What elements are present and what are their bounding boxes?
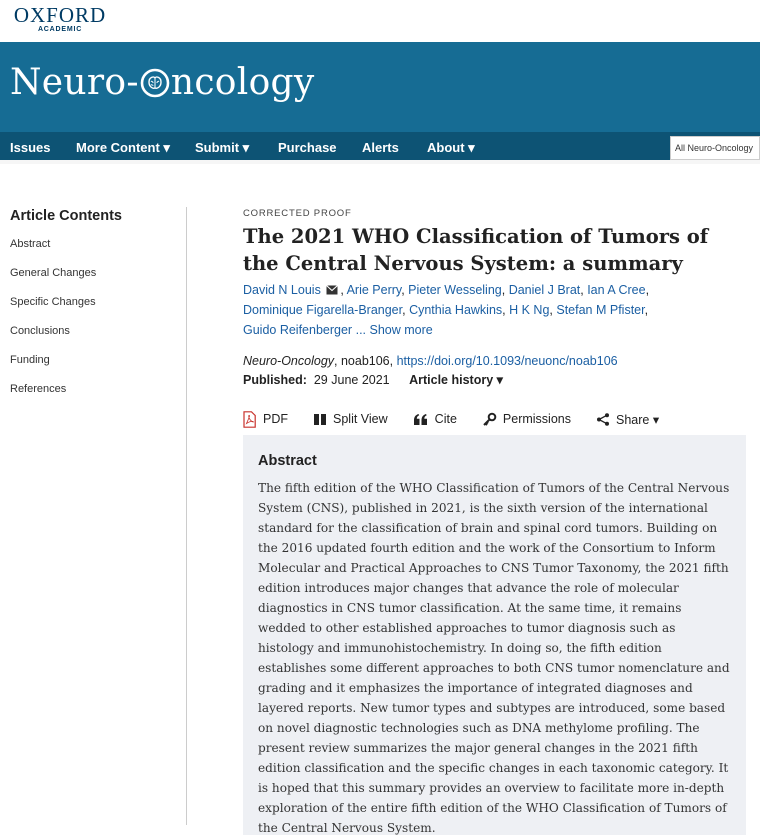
nav-more-content[interactable]: More Content ▾ [76, 140, 170, 155]
publisher-name: OXFORD [13, 3, 107, 27]
nav-alerts[interactable]: Alerts [362, 140, 399, 155]
published-label: Published: [243, 373, 307, 387]
author-link[interactable]: Dominique Figarella-Branger [243, 303, 403, 317]
author-link[interactable]: David N Louis [243, 283, 321, 297]
nav-issues[interactable]: Issues [10, 140, 51, 155]
citation-line [243, 352, 748, 371]
toc-item-references[interactable]: References [10, 383, 67, 395]
author-list: David N Louis , Arie Perry, Pieter Wesseling, Daniel J Brat, Ian A Cree, Dominique Figarella-Branger, Cynthia Hawkins, H K Ng, Stefan M Pfister, Guido Reifenberger ... Show more [243, 283, 650, 337]
article-contents [10, 208, 180, 412]
article-id: , noab106, [334, 354, 397, 368]
permissions-label: Permissions [502, 412, 571, 426]
oxford-academic-logo[interactable] [10, 3, 110, 33]
search-scope-select[interactable]: All Neuro-Oncology [670, 136, 760, 160]
cite-label: Cite [434, 412, 457, 426]
publisher-sub: ACADEMIC [37, 26, 83, 33]
doi-link[interactable]: https://doi.org/10.1093/neuonc/noab106 [396, 354, 618, 368]
pdf-button[interactable] [243, 411, 288, 428]
split-view-icon [314, 414, 326, 425]
author-link[interactable]: Arie Perry [346, 283, 402, 297]
author-link[interactable]: H K Ng [509, 303, 550, 317]
nav-about[interactable]: About ▾ [427, 140, 475, 155]
key-icon [483, 413, 496, 426]
article-title: The 2021 WHO Classification of Tumors of the Central Nervous System: a summary [243, 225, 709, 275]
toc-item-funding[interactable]: Funding [10, 354, 50, 366]
split-view-label: Split View [333, 412, 388, 426]
quote-icon [414, 414, 428, 425]
toc-item-specific-changes[interactable]: Specific Changes [10, 296, 96, 308]
brain-logo-icon [140, 68, 170, 98]
split-view-button[interactable] [314, 412, 388, 426]
show-more-authors-link[interactable]: ... Show more [355, 323, 433, 337]
share-label: Share ▾ [615, 412, 660, 427]
journal-title-post: ncology [170, 62, 315, 103]
article-history-toggle[interactable]: Article history ▾ [409, 373, 503, 387]
author-link[interactable]: Guido Reifenberger [243, 323, 353, 337]
journal-title[interactable] [10, 62, 315, 103]
toc-item-conclusions[interactable]: Conclusions [10, 325, 70, 337]
main-nav [0, 132, 760, 164]
share-button[interactable] [597, 412, 659, 427]
toc-heading: Article Contents [10, 208, 122, 224]
nav-purchase[interactable]: Purchase [278, 140, 337, 155]
nav-submit[interactable]: Submit ▾ [195, 140, 250, 155]
article-toolbar [243, 409, 748, 429]
permissions-button[interactable] [483, 412, 571, 426]
pdf-label: PDF [263, 412, 288, 426]
abstract-body: The fifth edition of the WHO Classification of Tumors of the Central Nervous System (CNS), published in 2021, is the sixth version of the international standard for the classification of brain and spinal cord tumors. Building on the 2016 updated fourth edition and the work of the Consortium to Inform Molecular and Practical Approaches to CNS Tumor Taxonomy, the 2021 fifth edition introduces major changes that advance the role of molecular diagnostics in CNS tumor classification. At the same time, it remains wedded to other established approaches to tumor diagnosis such as histology and immunohistochemistry. In doing so, the fifth edition establishes some different approaches to both CNS tumor nomenclature and grading and it emphasizes the importance of integrated diagnoses and layered reports. New tumor types and subtypes are introduced, some based on novel diagnostic technologies such as DNA methylome profiling. The present review summarizes the major general changes in the 2021 fifth edition classification and the specific changes in each taxonomic category. It is hoped that this summary provides an overview to facilitate more in-depth exploration of the entire fifth edition of the WHO Classification of Tumors of the Central Nervous System. [258, 481, 730, 835]
published-line [243, 371, 748, 390]
journal-banner [0, 42, 760, 132]
author-link[interactable]: Daniel J Brat [508, 283, 581, 297]
article-status: CORRECTED PROOF [243, 208, 352, 219]
toc-item-general-changes[interactable]: General Changes [10, 267, 97, 279]
journal-title-pre: Neuro- [10, 62, 139, 103]
article-header [243, 208, 748, 429]
author-link[interactable]: Pieter Wesseling [408, 283, 502, 297]
email-icon[interactable] [326, 285, 338, 295]
abstract-heading: Abstract [258, 453, 317, 469]
journal-name: Neuro-Oncology [243, 354, 335, 368]
column-divider [186, 207, 187, 825]
author-link[interactable]: Cynthia Hawkins [409, 303, 503, 317]
share-icon [597, 413, 609, 426]
cite-button[interactable] [414, 412, 457, 426]
abstract-section [243, 435, 746, 835]
published-date: 29 June 2021 [313, 373, 390, 387]
toc-item-abstract[interactable]: Abstract [10, 238, 51, 250]
publisher-bar [0, 0, 760, 42]
author-link[interactable]: Stefan M Pfister [556, 303, 645, 317]
pdf-icon [243, 411, 256, 428]
author-link[interactable]: Ian A Cree [587, 283, 646, 297]
